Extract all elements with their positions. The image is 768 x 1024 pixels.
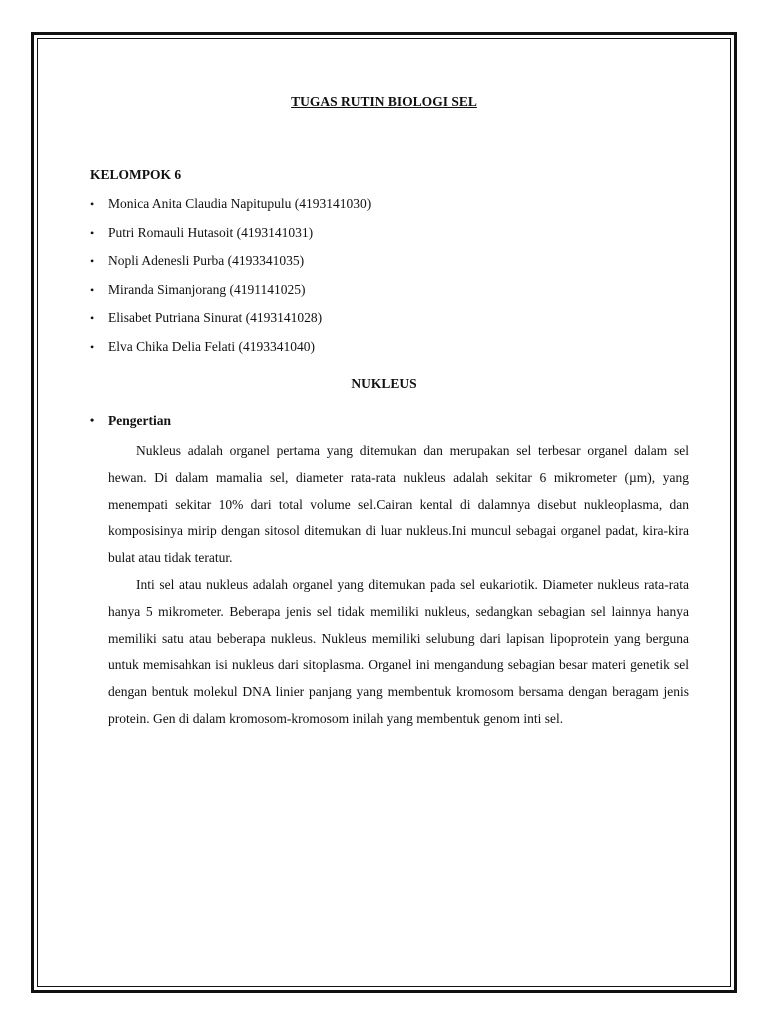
member-name: Elva Chika Delia Felati (4193341040) (108, 338, 315, 354)
member-name: Nopli Adenesli Purba (4193341035) (108, 253, 305, 269)
member-name: Elisabet Putriana Sinurat (4193141028) (108, 310, 323, 326)
paragraph: Inti sel atau nukleus adalah organel yang ditemukan pada sel eukariotik. Diameter nukleus rata-rata hanya 5 mikrometer. Beberapa jenis sel tidak memiliki nukleus, sedangkan sebagian sel lainnya hanya memiliki satu atau beberapa nukleus. Nukleus memiliki selubung dari lapisan lipoprotein yang berguna untuk memisahkan isi nukleus dari sitoplasma. Organel ini mengandung sebagian besar materi genetik sel dengan bentuk molekul DNA linier panjang yang membentuk kromosom bersama dengan beragam jenis protein. Gen di dalam kromosom-kromosom inilah yang membentuk genom inti sel. (108, 576, 689, 726)
bullet-icon: • (90, 282, 95, 297)
bullet-icon: • (90, 197, 95, 211)
member-name: Miranda Simanjorang (4191141025) (108, 281, 306, 297)
bullet-icon: • (90, 254, 95, 269)
document-title: TUGAS RUTIN BIOLOGI SEL (291, 94, 477, 109)
bullet-icon: • (90, 413, 95, 427)
bullet-icon: • (90, 225, 95, 240)
group-heading: KELOMPOK 6 (90, 167, 182, 182)
member-item (90, 336, 371, 365)
sub-heading (90, 413, 171, 429)
sub-heading-label: Pengertian (108, 413, 171, 428)
member-item (90, 222, 371, 251)
member-name: Putri Romauli Hutasoit (4193141031) (108, 224, 314, 240)
section-title: NUKLEUS (351, 376, 417, 391)
member-name: Monica Anita Claudia Napitupulu (4193141030) (108, 196, 372, 211)
member-item (90, 307, 371, 336)
bullet-icon: • (90, 339, 95, 354)
member-item (90, 279, 371, 308)
bullet-icon: • (90, 311, 95, 326)
body-text (108, 438, 689, 733)
member-item (90, 250, 371, 279)
member-item (90, 193, 371, 222)
paragraph: Nukleus adalah organel pertama yang ditemukan dan merupakan sel terbesar organel dalam sel hewan. Di dalam mamalia sel, diameter rata-rata nukleus adalah sekitar 6 mikrometer (µm), yang menempati sekitar 10% dari total volume sel.Cairan kental di dalamnya disebut nukleoplasma, dan komposisinya mirip dengan sitosol ditemukan di luar nukleus.Ini muncul sebagai organel padat, kira-kira bulat atau tidak teratur. (108, 443, 689, 566)
member-list (90, 193, 371, 365)
